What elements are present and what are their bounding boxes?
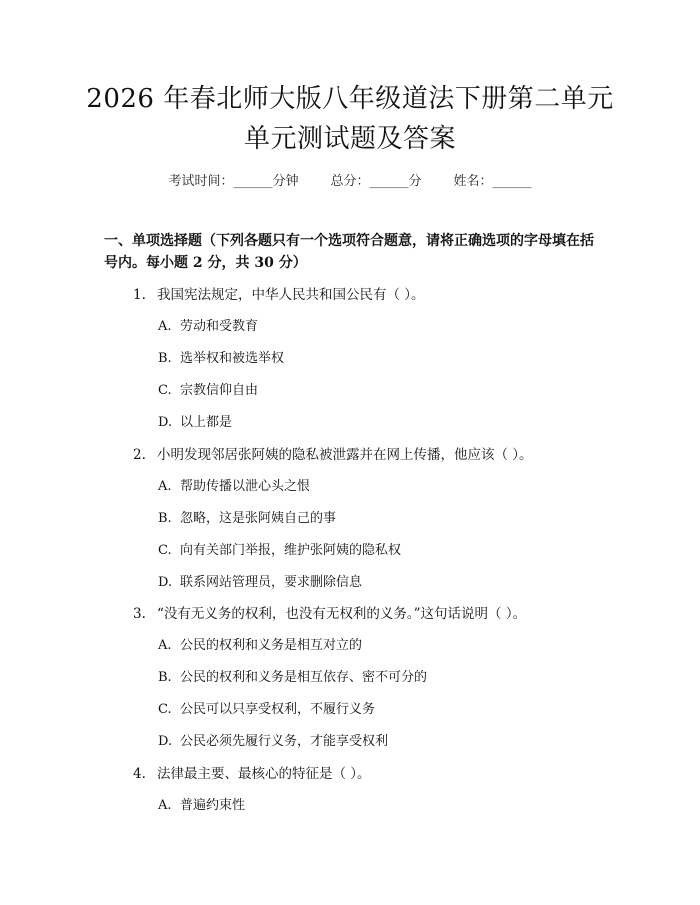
option-letter: C. xyxy=(158,702,172,717)
question-text: “没有无义务的权利，也没有无权利的义务。”这句话说明（ ）。 xyxy=(157,606,527,622)
question-3-option-d xyxy=(158,730,388,749)
question-number: 1. xyxy=(133,287,146,303)
question-1 xyxy=(133,283,425,303)
question-2-option-c xyxy=(158,539,401,558)
option-text: 劳动和受教育 xyxy=(180,319,259,334)
page-title-line-2: 单元测试题及答案 xyxy=(243,124,456,154)
option-text: 以上都是 xyxy=(180,415,233,430)
option-letter: D. xyxy=(158,734,173,749)
option-text: 普遍约束性 xyxy=(180,798,246,813)
option-text: 宗教信仰自由 xyxy=(180,383,259,398)
question-2 xyxy=(133,443,533,463)
option-text: 公民必须先履行义务，才能享受权利 xyxy=(180,734,389,749)
question-number: 4. xyxy=(133,766,146,782)
option-text: 公民的权利和义务是相互依存、密不可分的 xyxy=(180,670,428,685)
question-text: 小明发现邻居张阿姨的隐私被泄露并在网上传播，他应该（ ）。 xyxy=(157,447,533,463)
question-3-option-b xyxy=(158,666,427,685)
option-letter: A. xyxy=(158,638,172,653)
option-letter: A. xyxy=(158,479,172,494)
question-1-option-d xyxy=(158,411,232,430)
option-text: 向有关部门举报，维护张阿姨的隐私权 xyxy=(180,543,402,558)
question-1-option-a xyxy=(158,315,258,334)
student-name-field: 姓名：______ xyxy=(453,174,532,189)
question-2-option-a xyxy=(158,475,310,494)
option-letter: D. xyxy=(158,575,173,590)
question-1-option-c xyxy=(158,379,258,398)
page-title-line-1: 2026 年春北师大版八年级道法下册第二单元 xyxy=(86,84,614,114)
option-letter: A. xyxy=(158,798,172,813)
option-letter: C. xyxy=(158,543,172,558)
option-letter: C. xyxy=(158,383,172,398)
question-number: 3. xyxy=(133,606,146,622)
total-score-field: 总分：______分 xyxy=(330,174,422,189)
question-4 xyxy=(133,762,371,782)
option-text: 帮助传播以泄心头之恨 xyxy=(180,479,311,494)
option-text: 联系网站管理员，要求删除信息 xyxy=(180,575,363,590)
section-heading-line-1: 一、单项选择题（下列各题只有一个选项符合题意，请将正确选项的字母填在括 xyxy=(104,233,594,249)
option-text: 公民可以只享受权利，不履行义务 xyxy=(180,702,376,717)
section-heading-line-2: 号内。每小题 2 分，共 30 分） xyxy=(104,255,307,271)
option-letter: D. xyxy=(158,415,173,430)
option-text: 公民的权利和义务是相互对立的 xyxy=(180,638,363,653)
option-letter: B. xyxy=(158,511,172,526)
option-letter: B. xyxy=(158,670,172,685)
option-text: 忽略，这是张阿姨自己的事 xyxy=(180,511,337,526)
option-letter: B. xyxy=(158,351,172,366)
question-4-option-a xyxy=(158,794,245,813)
question-3-option-a xyxy=(158,634,362,653)
question-text: 我国宪法规定，中华人民共和国公民有（ ）。 xyxy=(157,287,425,303)
exam-time-field: 考试时间：______分钟 xyxy=(168,174,299,189)
question-3-option-c xyxy=(158,698,375,717)
question-3 xyxy=(133,602,526,622)
question-2-option-b xyxy=(158,507,336,526)
question-number: 2. xyxy=(133,447,146,463)
option-letter: A. xyxy=(158,319,172,334)
question-text: 法律最主要、最核心的特征是（ ）。 xyxy=(157,766,371,782)
question-2-option-d xyxy=(158,571,362,590)
question-1-option-b xyxy=(158,347,284,366)
option-text: 选举权和被选举权 xyxy=(180,351,285,366)
exam-meta xyxy=(0,170,700,189)
